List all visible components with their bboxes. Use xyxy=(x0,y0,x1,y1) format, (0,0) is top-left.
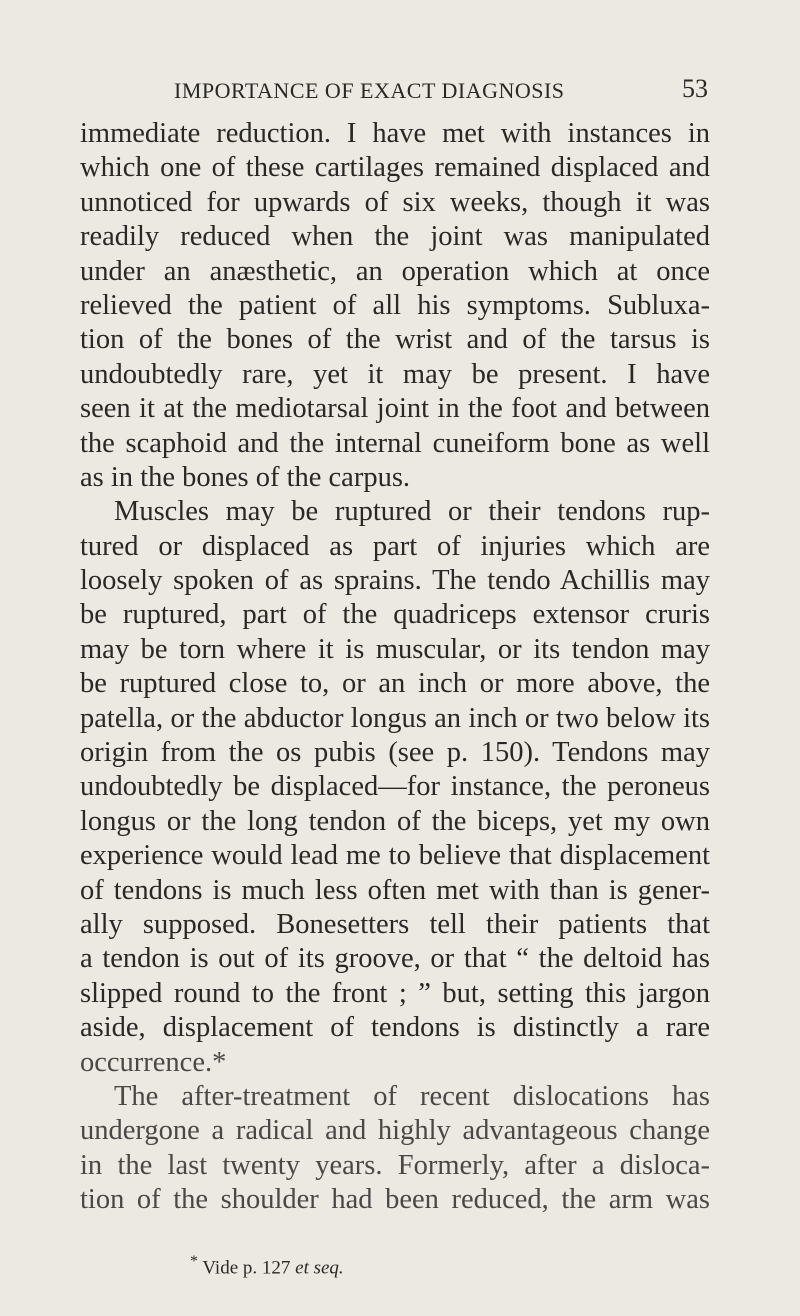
text-line: slipped round to the front ; ” but, setting this jargon xyxy=(80,977,710,1009)
text-line: relieved the patient of all his symptoms. Subluxa- xyxy=(80,289,710,321)
text-line: unnoticed for upwards of six weeks, though it was xyxy=(80,186,710,218)
text-line: aside, displacement of tendons is distinctly a rare xyxy=(80,1012,710,1044)
text-line: may be torn where it is muscular, or its tendon may xyxy=(80,633,710,665)
text-line: seen it at the mediotarsal joint in the foot and between xyxy=(80,393,710,425)
text-line: tion of the bones of the wrist and of the tarsus is xyxy=(80,324,710,356)
footnote-text: Vide p. 127 xyxy=(202,1257,291,1279)
page-number: 53 xyxy=(682,74,708,103)
text-line: undergone a radical and highly advantageous change xyxy=(80,1115,710,1147)
text-line: tion of the shoulder had been reduced, the arm was xyxy=(80,1184,710,1216)
text-line: ally supposed. Bonesetters tell their patients that xyxy=(80,908,710,940)
text-line: The after-treatment of recent dislocations has xyxy=(114,1080,710,1112)
text-line: loosely spoken of as sprains. The tendo Achillis may xyxy=(80,565,710,597)
text-line: readily reduced when the joint was manipulated xyxy=(80,221,710,253)
text-line: be ruptured, part of the quadriceps extensor cruris xyxy=(80,599,710,631)
footnote xyxy=(190,1253,344,1279)
running-head xyxy=(112,74,708,108)
text-line: Muscles may be ruptured or their tendons rup- xyxy=(114,496,710,528)
footnote-italic: et seq. xyxy=(295,1257,344,1279)
text-line: a tendon is out of its groove, or that “ the deltoid has xyxy=(80,943,710,975)
text-line: undoubtedly be displaced—for instance, the peroneus xyxy=(80,771,710,803)
text-line: immediate reduction. I have met with instances in xyxy=(80,118,710,149)
text-line: under an anæsthetic, an operation which at once xyxy=(80,255,710,287)
text-line: in the last twenty years. Formerly, after a disloca- xyxy=(80,1149,710,1181)
text-line: occurrence.* xyxy=(80,1046,227,1078)
text-line: longus or the long tendon of the biceps, yet my own xyxy=(80,805,710,837)
text-line: experience would lead me to believe that displacement xyxy=(80,840,710,872)
text-line: which one of these cartilages remained displaced and xyxy=(80,152,710,184)
text-line: as in the bones of the carpus. xyxy=(80,461,411,493)
text-line: be ruptured close to, or an inch or more above, the xyxy=(80,668,710,700)
text-line: tured or displaced as part of injuries which are xyxy=(80,530,710,562)
text-line: origin from the os pubis (see p. 150). Tendons may xyxy=(80,737,710,769)
text-line: the scaphoid and the internal cuneiform bone as well xyxy=(80,427,710,459)
body-text xyxy=(80,117,710,1218)
text-line: patella, or the abductor longus an inch or two below its xyxy=(80,702,710,734)
running-title: IMPORTANCE OF EXACT DIAGNOSIS xyxy=(174,78,565,103)
text-line: undoubtedly rare, yet it may be present. I have xyxy=(80,358,710,390)
footnote-marker: * xyxy=(190,1253,198,1270)
text-line: of tendons is much less often met with than is gener- xyxy=(80,874,710,906)
